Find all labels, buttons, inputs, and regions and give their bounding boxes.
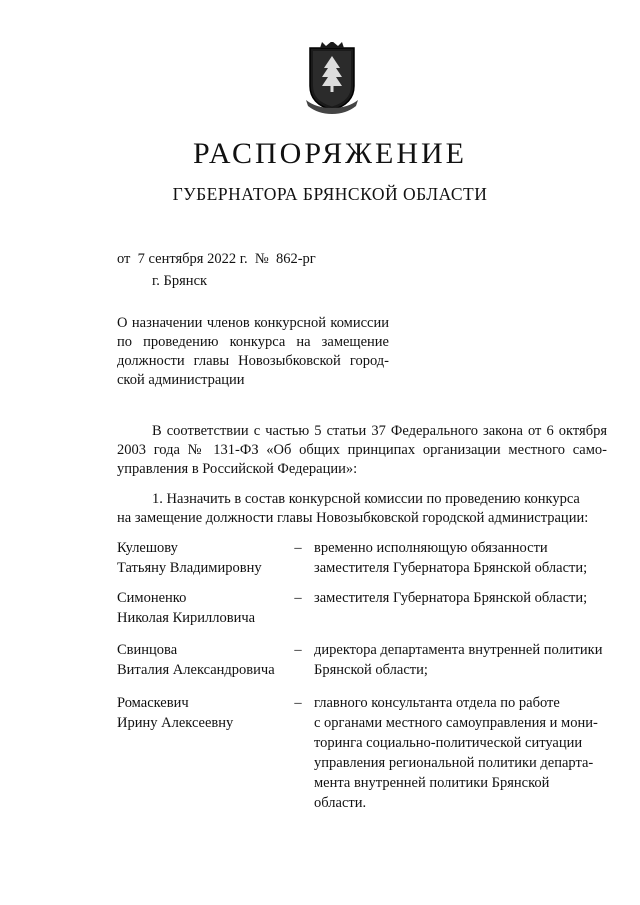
preamble-line: управления в Российской Федерации»:	[117, 461, 358, 477]
member-role	[314, 693, 608, 813]
member-surname: Ромаскевич	[117, 695, 189, 711]
role-line: временно исполняющую обязанности	[314, 540, 548, 556]
member-given-names: Виталия Александровича	[117, 662, 275, 678]
role-line: главного консультанта отдела по работе	[314, 695, 560, 711]
member-surname: Симоненко	[117, 590, 187, 606]
member-name	[117, 588, 287, 628]
member-surname: Свинцова	[117, 642, 178, 658]
member-role	[314, 640, 608, 680]
role-line: области.	[314, 795, 367, 811]
subject-line: ской администрации	[117, 372, 245, 388]
bryansk-coat-of-arms-icon	[302, 42, 362, 114]
role-line: директора департамента внутренней политики	[314, 642, 603, 658]
document-subtitle: ГУБЕРНАТОРА БРЯНСКОЙ ОБЛАСТИ	[172, 184, 488, 204]
preamble-line: В соответствии с частью 5 статьи 37 Федерального закона от 6 октября	[152, 423, 607, 439]
city: г. Брянск	[152, 273, 208, 289]
item-1-paragraph	[117, 490, 607, 528]
role-line: с органами местного самоуправления и мони-	[314, 715, 598, 731]
member-name	[117, 640, 287, 680]
member-name	[117, 538, 287, 578]
role-line: мента внутренней политики Брянской	[314, 775, 550, 791]
member-role	[314, 538, 608, 578]
subject-line: О назначении членов конкурсной комиссии	[117, 315, 389, 331]
document-title: РАСПОРЯЖЕНИЕ	[192, 137, 468, 170]
member-given-names: Ирину Алексеевну	[117, 715, 234, 731]
preamble-line: 2003 года № 131-ФЗ «Об общих принципах организации местного само-	[117, 442, 607, 458]
member-role	[314, 588, 608, 608]
role-line: заместителя Губернатора Брянской области;	[314, 590, 588, 606]
preamble-paragraph	[117, 422, 607, 479]
member-given-names: Татьяну Владимировну	[117, 560, 262, 576]
member-dash: –	[294, 695, 302, 711]
member-dash: –	[294, 590, 302, 606]
date-and-number: от 7 сентября 2022 г. № 862-рг	[117, 251, 316, 267]
member-surname: Кулешову	[117, 540, 178, 556]
member-name	[117, 693, 287, 733]
member-dash: –	[294, 540, 302, 556]
role-line: управления региональной политики департа-	[314, 755, 594, 771]
member-given-names: Николая Кирилловича	[117, 610, 256, 626]
member-dash: –	[294, 642, 302, 658]
item-1-line: 1. Назначить в состав конкурсной комиссии по проведению конкурса	[152, 491, 580, 507]
role-line: заместителя Губернатора Брянской области;	[314, 560, 588, 576]
role-line: Брянской области;	[314, 662, 428, 678]
item-1-line: на замещение должности главы Новозыбковской городской администрации:	[117, 510, 589, 526]
subject-heading	[117, 314, 389, 390]
subject-line: по проведению конкурса на замещение	[117, 334, 389, 350]
role-line: торинга социально-политической ситуации	[314, 735, 583, 751]
subject-line: должности главы Новозыбковской город-	[117, 353, 389, 369]
